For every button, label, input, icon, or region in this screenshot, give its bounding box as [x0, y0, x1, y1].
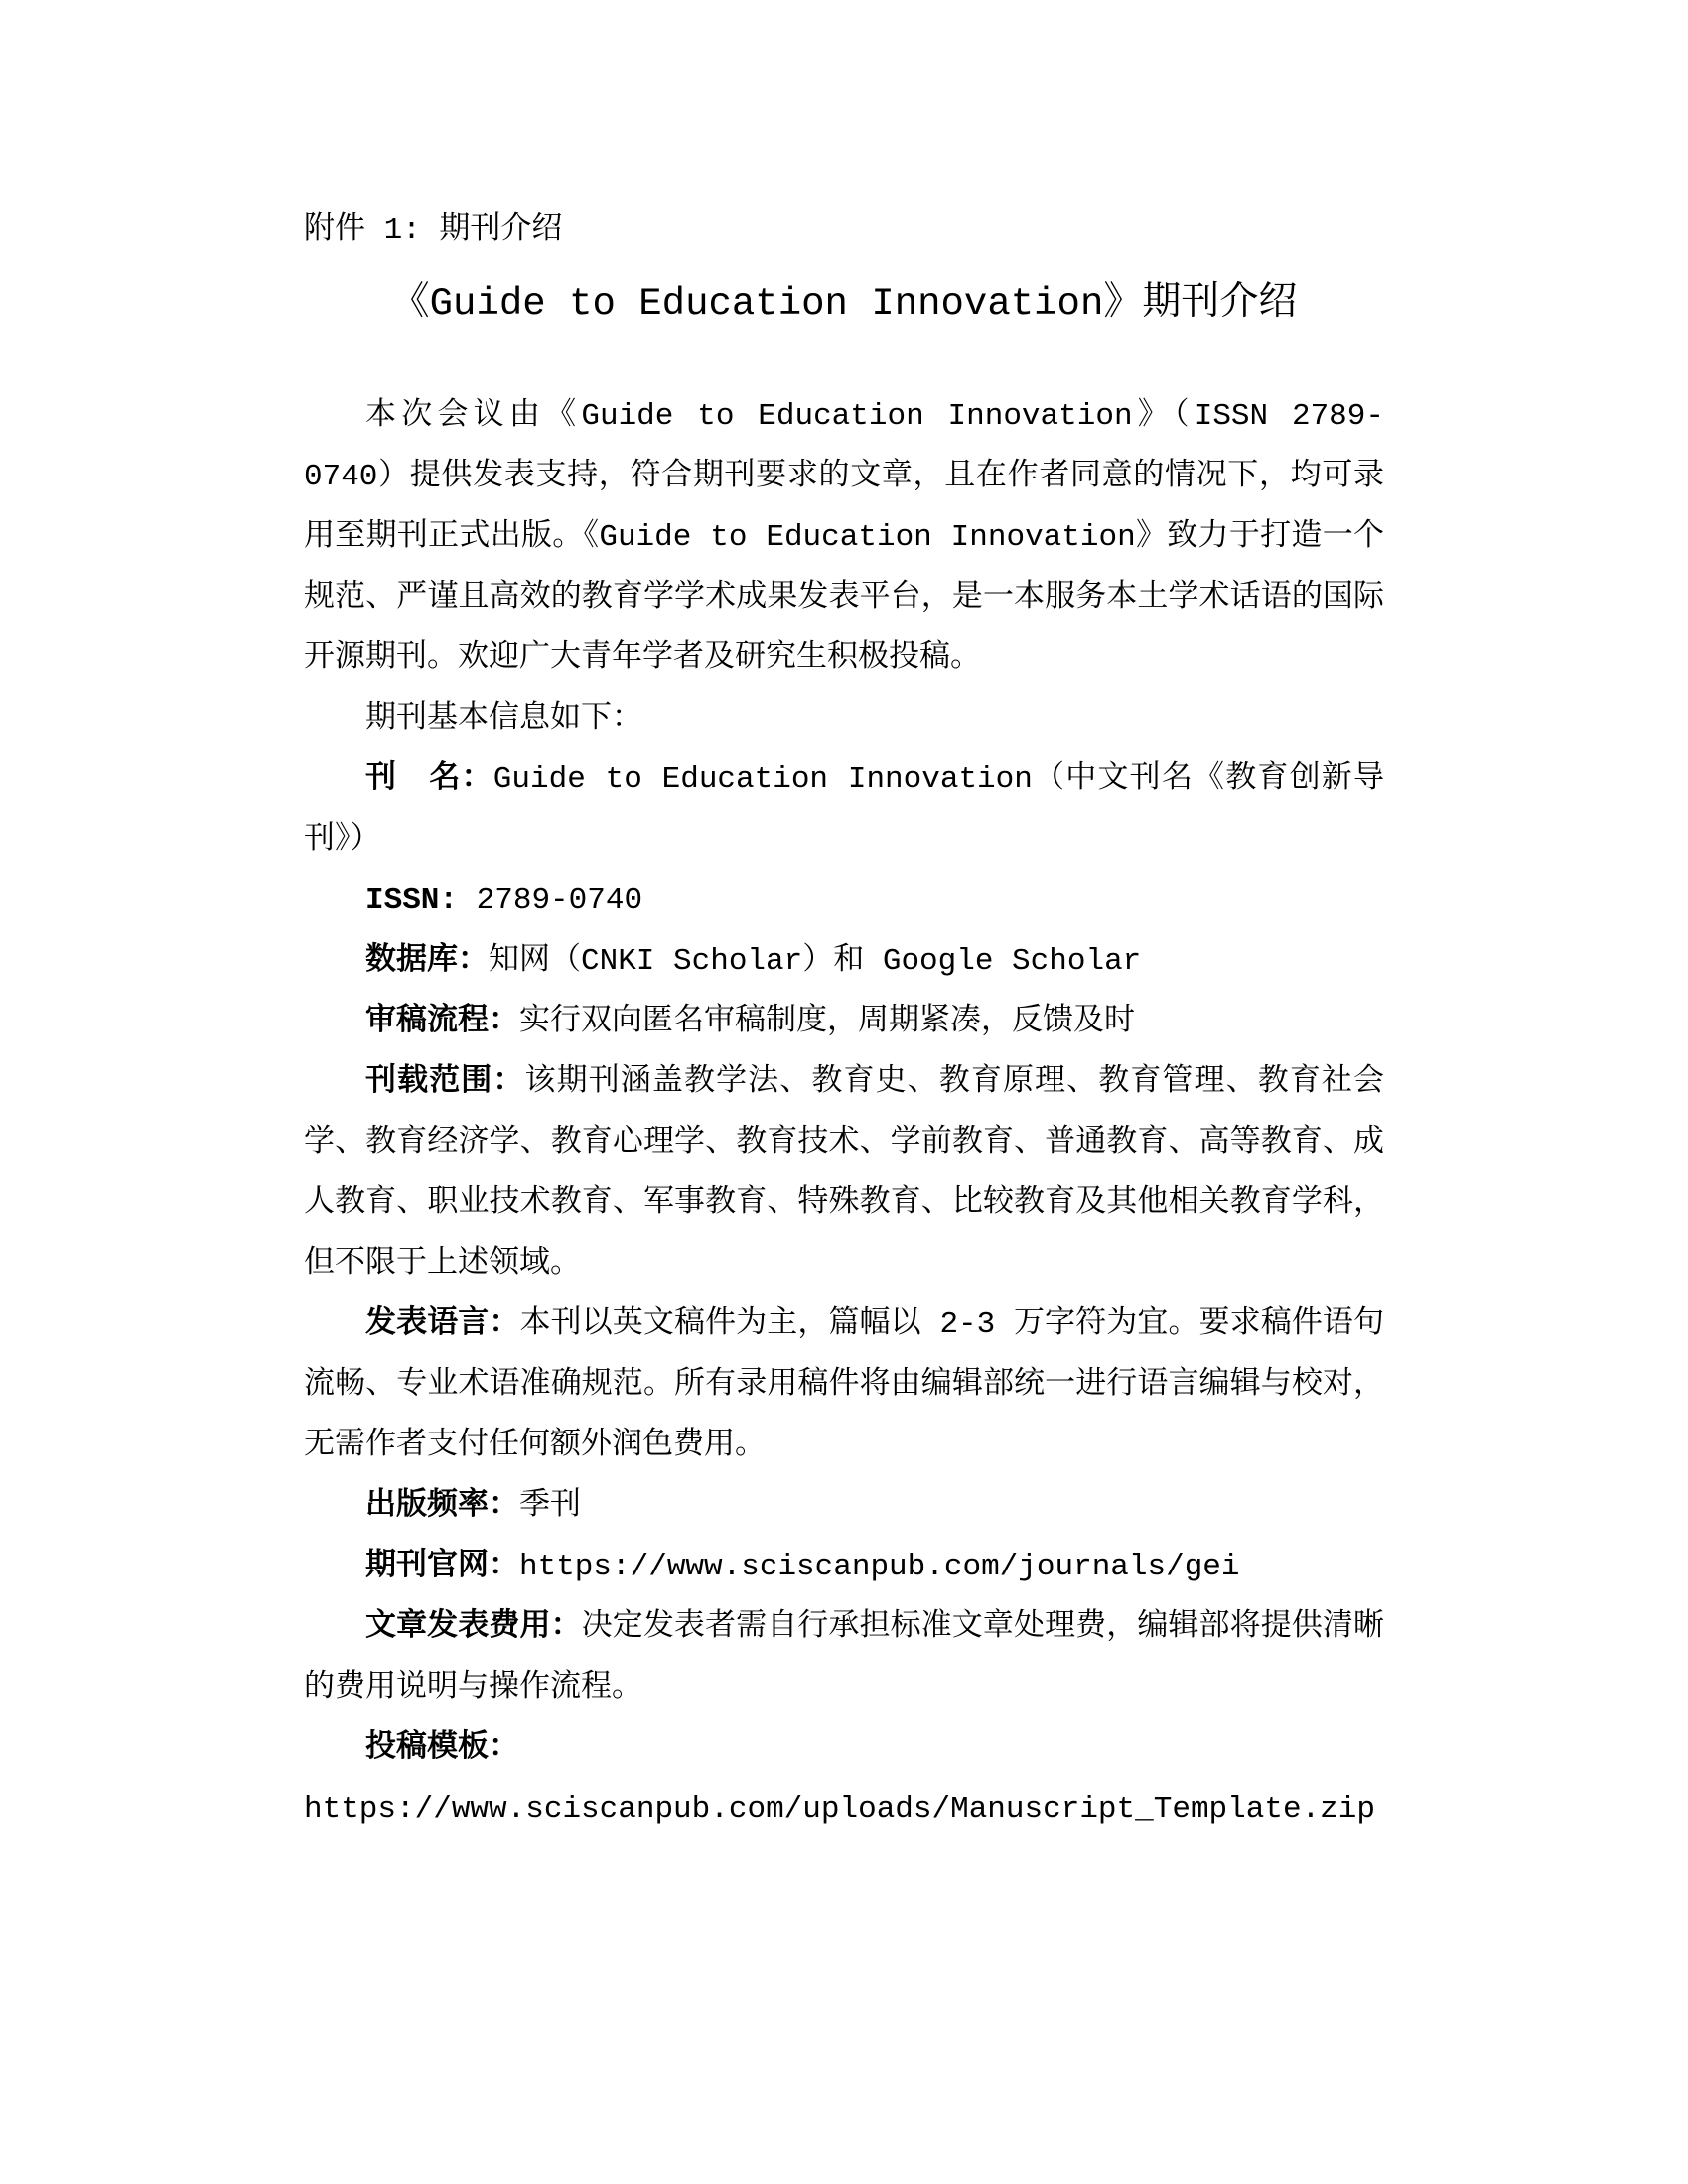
- field-scope: [304, 1052, 1384, 1295]
- field-label: 期刊官网: [365, 1550, 489, 1584]
- field-database: [304, 931, 1384, 992]
- field-template: [304, 1718, 1384, 1779]
- field-separator: ：: [489, 1307, 520, 1342]
- field-value: 本刊以英文稿件为主，篇幅以 2-3 万字符为宜。要求稿件语句流畅、专业术语准确规范。所有录用稿件将由编辑部统一进行语言编辑与校对，无需作者支付任何额外润色费用。: [304, 1307, 1385, 1463]
- field-value: 季刊: [519, 1489, 581, 1524]
- field-review-process: [304, 992, 1384, 1052]
- field-label: 审稿流程: [365, 1005, 489, 1039]
- field-frequency: [304, 1476, 1384, 1537]
- field-separator: ：: [550, 1610, 582, 1645]
- field-value: 决定发表者需自行承担标准文章处理费，编辑部将提供清晰的费用说明与操作流程。: [304, 1610, 1384, 1706]
- page-title: 《Guide to Education Innovation》期刊介绍: [390, 282, 1298, 326]
- field-separator: ：: [489, 1489, 519, 1524]
- field-apc: [304, 1597, 1384, 1718]
- field-label: 投稿模板: [365, 1731, 489, 1766]
- field-value: 知网（CNKI Scholar）和 Google Scholar: [489, 944, 1142, 979]
- field-label: 文章发表费用: [365, 1610, 551, 1645]
- field-separator: ：: [489, 1550, 519, 1584]
- field-separator: ：: [461, 762, 493, 797]
- field-language: [304, 1295, 1384, 1476]
- template-url-line: https://www.sciscanpub.com/uploads/Manuscript_Template.zip: [304, 1792, 1375, 1827]
- field-separator: :: [439, 884, 477, 918]
- info-intro-line: 期刊基本信息如下：: [365, 702, 642, 737]
- field-value: 实行双向匿名审稿制度，周期紧凑，反馈及时: [519, 1005, 1135, 1039]
- field-website: [304, 1537, 1384, 1597]
- field-label: 数据库: [365, 944, 458, 979]
- field-value: 该期刊涵盖教学法、教育史、教育原理、教育管理、教育社会学、教育经济学、教育心理学、教育技术、学前教育、普通教育、高等教育、成人教育、职业技术教育、军事教育、特殊教育、比较教育及其他相关教育学科，但不限于上述领域。: [304, 1065, 1385, 1282]
- document-body: [304, 386, 1384, 1840]
- field-label: 刊 名: [365, 762, 462, 797]
- field-value: Guide to Education Innovation（中文刊名《教育创新导刊》）: [304, 762, 1385, 858]
- field-separator: ：: [489, 1005, 519, 1039]
- field-label: 刊载范围: [365, 1065, 493, 1100]
- document-content: [304, 201, 1384, 1840]
- field-value: 2789-0740: [476, 884, 643, 918]
- field-label: 发表语言: [365, 1307, 490, 1342]
- field-label: ISSN: [365, 884, 440, 918]
- field-label: 出版频率: [365, 1489, 489, 1524]
- attachment-label: 附件 1: 期刊介绍: [304, 213, 563, 248]
- field-separator: ：: [458, 944, 489, 979]
- field-separator: ：: [489, 1731, 519, 1766]
- field-journal-name: [304, 750, 1384, 871]
- field-separator: ：: [492, 1065, 525, 1100]
- journal-site-url: https://www.sciscanpub.com/journals/gei: [519, 1550, 1240, 1584]
- intro-paragraph: 本次会议由《Guide to Education Innovation》（ISSN 2789-0740）提供发表支持，符合期刊要求的文章，且在作者同意的情况下，均可录用至期刊正式出版。《Guide to Education Innovation》致力于打造一个规范、严谨且高效的教育学学术成果发表平台，是一本服务本土学术话语的国际开源期刊。欢迎广大青年学者及研究生积极投稿。: [304, 399, 1384, 676]
- field-issn: [304, 871, 1384, 931]
